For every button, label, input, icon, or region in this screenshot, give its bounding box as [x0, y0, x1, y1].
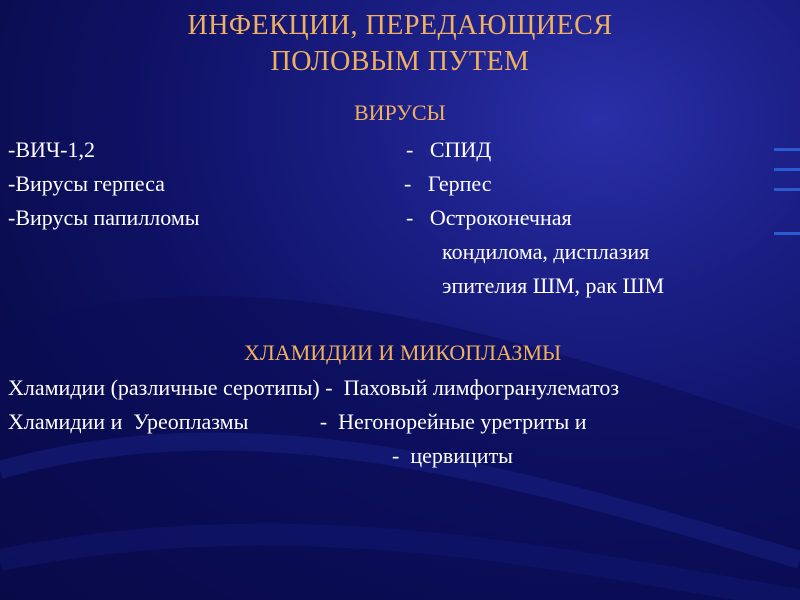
viruses-heading: ВИРУСЫ [354, 100, 446, 125]
virus-disease-continuation: эпителия ШМ, рак ШМ [442, 273, 665, 298]
decor-dash [774, 232, 800, 235]
chlamydia-row: Хламидии и Уреоплазмы - Негонорейные уретриты и [8, 409, 587, 434]
virus-agent: -Вирусы папилломы [8, 205, 200, 230]
virus-disease: - Герпес [404, 171, 492, 196]
decor-dash [774, 188, 800, 191]
virus-disease-continuation: кондилома, дисплазия [442, 239, 650, 264]
chlamydia-heading: ХЛАМИДИИ И МИКОПЛАЗМЫ [244, 340, 562, 365]
chlamydia-row: Хламидии (различные серотипы) - Паховый лимфогранулематоз [8, 375, 620, 400]
virus-disease: - Остроконечная [406, 205, 572, 230]
slide-title-line2: ПОЛОВЫМ ПУТЕМ [270, 46, 530, 77]
slide-title-line1: ИНФЕКЦИИ, ПЕРЕДАЮЩИЕСЯ [187, 10, 613, 41]
decor-dash [774, 168, 800, 171]
chlamydia-continuation: - цервициты [392, 443, 513, 468]
virus-disease: - СПИД [406, 137, 492, 162]
virus-agent: -ВИЧ-1,2 [8, 137, 96, 162]
decor-dash [774, 148, 800, 151]
virus-agent: -Вирусы герпеса [8, 171, 165, 196]
